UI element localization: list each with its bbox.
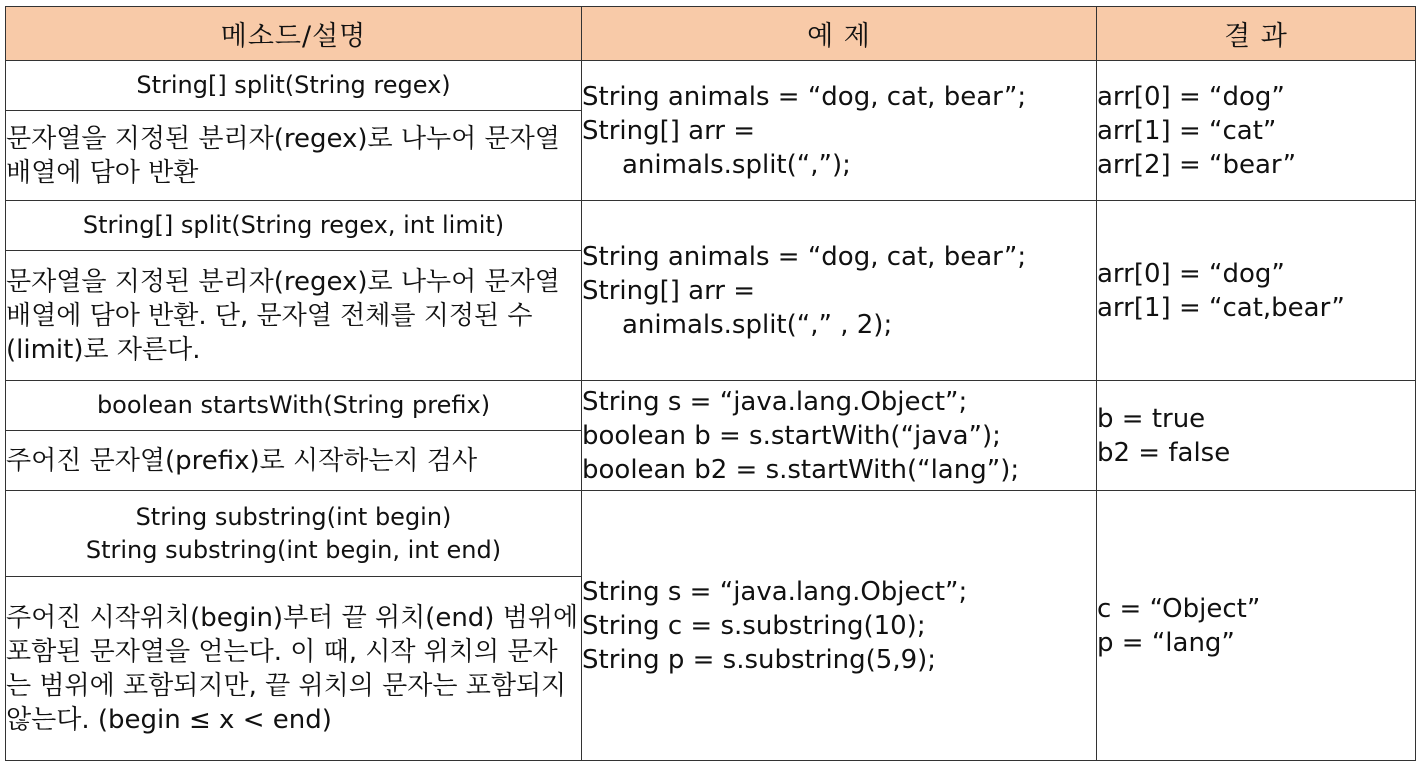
table-header-row bbox=[6, 7, 1416, 61]
method-description: 주어진 시작위치(begin)부터 끝 위치(end) 범위에 포함된 문자열을 얻는다. 이 때, 시작 위치의 문자는 범위에 포함되지만, 끝 위치의 문자는 포함되지 않는다. (begin ≤ x < end) bbox=[6, 577, 582, 761]
result-line: c = “Object” bbox=[1097, 593, 1261, 624]
method-description: 문자열을 지정된 분리자(regex)로 나누어 문자열 배열에 담아 반환 bbox=[6, 111, 582, 201]
result-line: arr[1] = “cat,bear” bbox=[1097, 292, 1345, 323]
example-code bbox=[582, 201, 1097, 381]
code-line: String s = “java.lang.Object”; bbox=[582, 576, 968, 607]
result-line: b = true bbox=[1097, 403, 1206, 434]
string-methods-table bbox=[5, 6, 1416, 761]
result-line: arr[1] = “cat” bbox=[1097, 115, 1277, 146]
header-example: 예 제 bbox=[582, 7, 1097, 61]
result-line: p = “lang” bbox=[1097, 627, 1235, 658]
code-line: boolean b = s.startWith(“java”); bbox=[582, 420, 1001, 451]
method-description: 문자열을 지정된 분리자(regex)로 나누어 문자열 배열에 담아 반환. 단, 문자열 전체를 지정된 수(limit)로 자른다. bbox=[6, 251, 582, 381]
result-line: arr[0] = “dog” bbox=[1097, 81, 1285, 112]
result-values bbox=[1097, 61, 1416, 201]
code-line: String s = “java.lang.Object”; bbox=[582, 386, 968, 417]
method-signature bbox=[6, 61, 582, 111]
signature-line: boolean startsWith(String prefix) bbox=[96, 391, 491, 419]
result-line: arr[0] = “dog” bbox=[1097, 258, 1285, 289]
result-values bbox=[1097, 381, 1416, 491]
example-code bbox=[582, 61, 1097, 201]
result-line: arr[2] = “bear” bbox=[1097, 149, 1297, 180]
example-code bbox=[582, 491, 1097, 761]
table-row bbox=[6, 491, 1416, 577]
code-line: boolean b2 = s.startWith(“lang”); bbox=[582, 454, 1020, 485]
header-method: 메소드/설명 bbox=[6, 7, 582, 61]
code-line: String animals = “dog, cat, bear”; bbox=[582, 241, 1027, 272]
signature-line: String[] split(String regex) bbox=[136, 71, 451, 99]
example-code bbox=[582, 381, 1097, 491]
code-line: String[] arr = bbox=[582, 275, 756, 306]
method-signature bbox=[6, 201, 582, 251]
method-description: 주어진 문자열(prefix)로 시작하는지 검사 bbox=[6, 431, 582, 491]
code-line: String c = s.substring(10); bbox=[582, 610, 926, 641]
header-result: 결 과 bbox=[1097, 7, 1416, 61]
method-signature bbox=[6, 491, 582, 577]
table-row bbox=[6, 61, 1416, 111]
code-line: animals.split(“,” , 2); bbox=[622, 309, 893, 340]
signature-line: String[] split(String regex, int limit) bbox=[82, 211, 505, 239]
result-values bbox=[1097, 491, 1416, 761]
table-row bbox=[6, 381, 1416, 431]
signature-line: String substring(int begin, int end) bbox=[85, 535, 502, 564]
table-row bbox=[6, 201, 1416, 251]
result-values bbox=[1097, 201, 1416, 381]
code-line: String animals = “dog, cat, bear”; bbox=[582, 81, 1027, 112]
code-line: animals.split(“,”); bbox=[622, 149, 851, 180]
result-line: b2 = false bbox=[1097, 437, 1231, 468]
code-line: String[] arr = bbox=[582, 115, 756, 146]
code-line: String p = s.substring(5,9); bbox=[582, 644, 937, 675]
signature-line: String substring(int begin) bbox=[135, 502, 452, 531]
method-signature bbox=[6, 381, 582, 431]
